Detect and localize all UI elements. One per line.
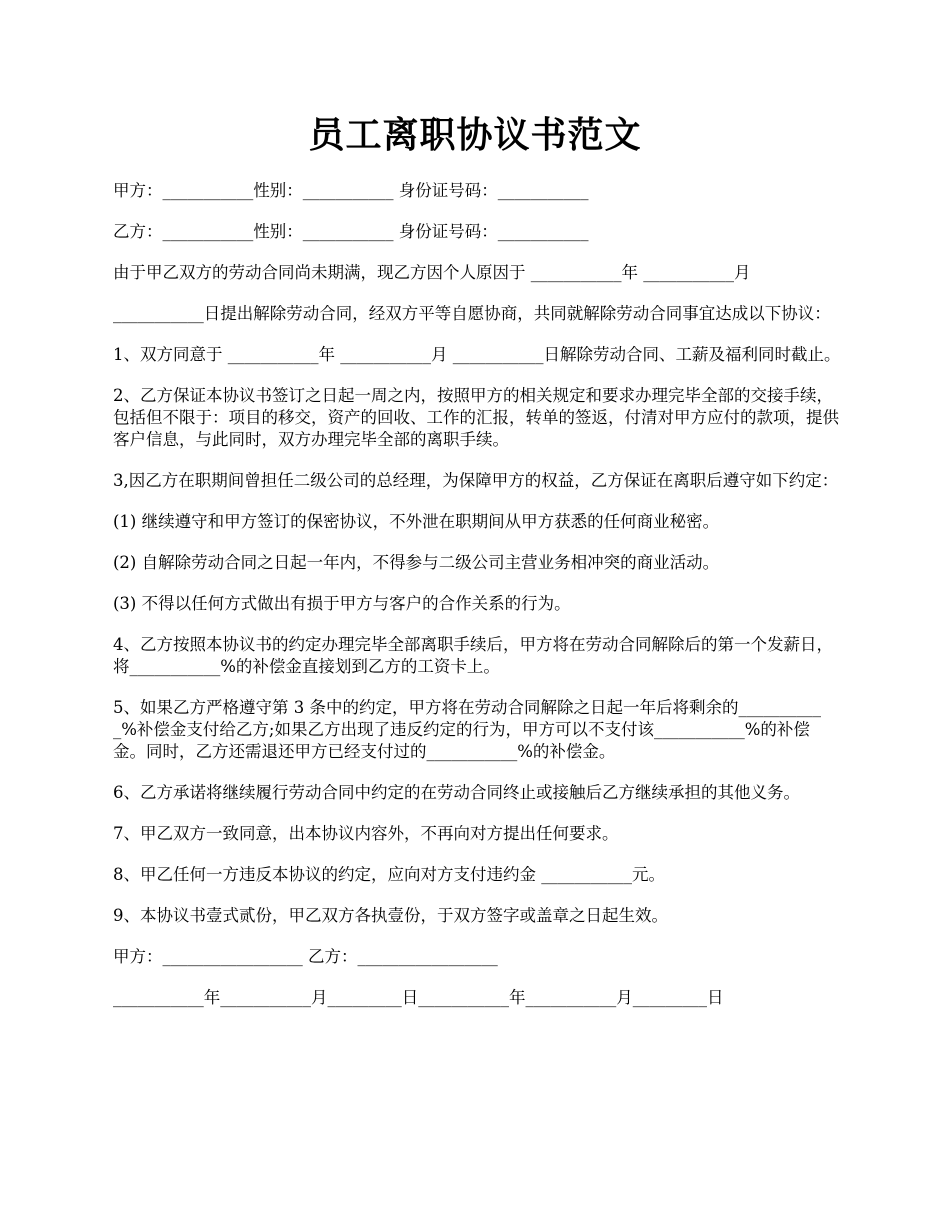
preamble-line-1: 由于甲乙双方的劳动合同尚未期满，现乙方因个人原因于 ___________年 ___________月 [113, 263, 751, 282]
clause-3-item-2: (2) 自解除劳动合同之日起一年内，不得参与二级公司主营业务相冲突的商业活动。 [113, 553, 720, 572]
clause-8: 8、甲乙任何一方违反本协议的约定，应向对方支付违约金 ___________元。 [113, 865, 665, 884]
signature-line: 甲方：_________________ 乙方：_________________ [113, 947, 498, 966]
clause-6: 6、乙方承诺将继续履行劳动合同中约定的在劳动合同终止或接触后乙方继续承担的其他义务。 [113, 783, 800, 802]
clause-4: 4、乙方按照本协议书的约定办理完毕全部离职手续后，甲方将在劳动合同解除后的第一个发薪日，将___________%的补偿金直接划到乙方的工资卡上。 [113, 635, 833, 676]
clause-3-item-1: (1) 继续遵守和甲方签订的保密协议，不外泄在职期间从甲方获悉的任何商业秘密。 [113, 512, 720, 531]
clause-9: 9、本协议书壹式贰份，甲乙双方各执壹份，于双方签字或盖章之日起生效。 [113, 906, 668, 925]
clause-3: 3,因乙方在职期间曾担任二级公司的总经理，为保障甲方的权益，乙方保证在离职后遵守如下约定： [113, 471, 839, 490]
date-line: ___________年___________月_________日___________年___________月_________日 [113, 988, 724, 1007]
preamble-line-2: ___________日提出解除劳动合同，经双方平等自愿协商，共同就解除劳动合同事宜达成以下协议： [113, 304, 831, 323]
party-a-info: 甲方：___________性别：___________ 身份证号码：___________ [113, 181, 589, 200]
document-body [113, 180, 841, 1028]
clause-2: 2、乙方保证本协议书签订之日起一周之内，按照甲方的相关规定和要求办理完毕全部的交接手续，包括但不限于：项目的移交，资产的回收、工作的汇报，转单的签返，付清对甲方应付的款项，提供客户信息，与此同时，双方办理完毕全部的离职手续。 [113, 386, 839, 449]
clause-1: 1、双方同意于 ___________年 ___________月 ___________日解除劳动合同、工薪及福利同时截止。 [113, 345, 841, 364]
clause-5: 5、如果乙方严格遵守第 3 条中的约定，甲方将在劳动合同解除之日起一年后将剩余的___________%补偿金支付给乙方;如果乙方出现了违反约定的行为，甲方可以不支付该___________%的补偿金。同时，乙方还需退还甲方已经支付过的___________%的补偿金。 [113, 698, 821, 761]
clause-3-item-3: (3) 不得以任何方式做出有损于甲方与客户的合作关系的行为。 [113, 594, 571, 613]
party-b-info: 乙方：___________性别：___________ 身份证号码：___________ [113, 222, 589, 241]
document-title: 员工离职协议书范文 [308, 114, 642, 156]
clause-7: 7、甲乙双方一致同意，出本协议内容外，不再向对方提出任何要求。 [113, 824, 619, 843]
